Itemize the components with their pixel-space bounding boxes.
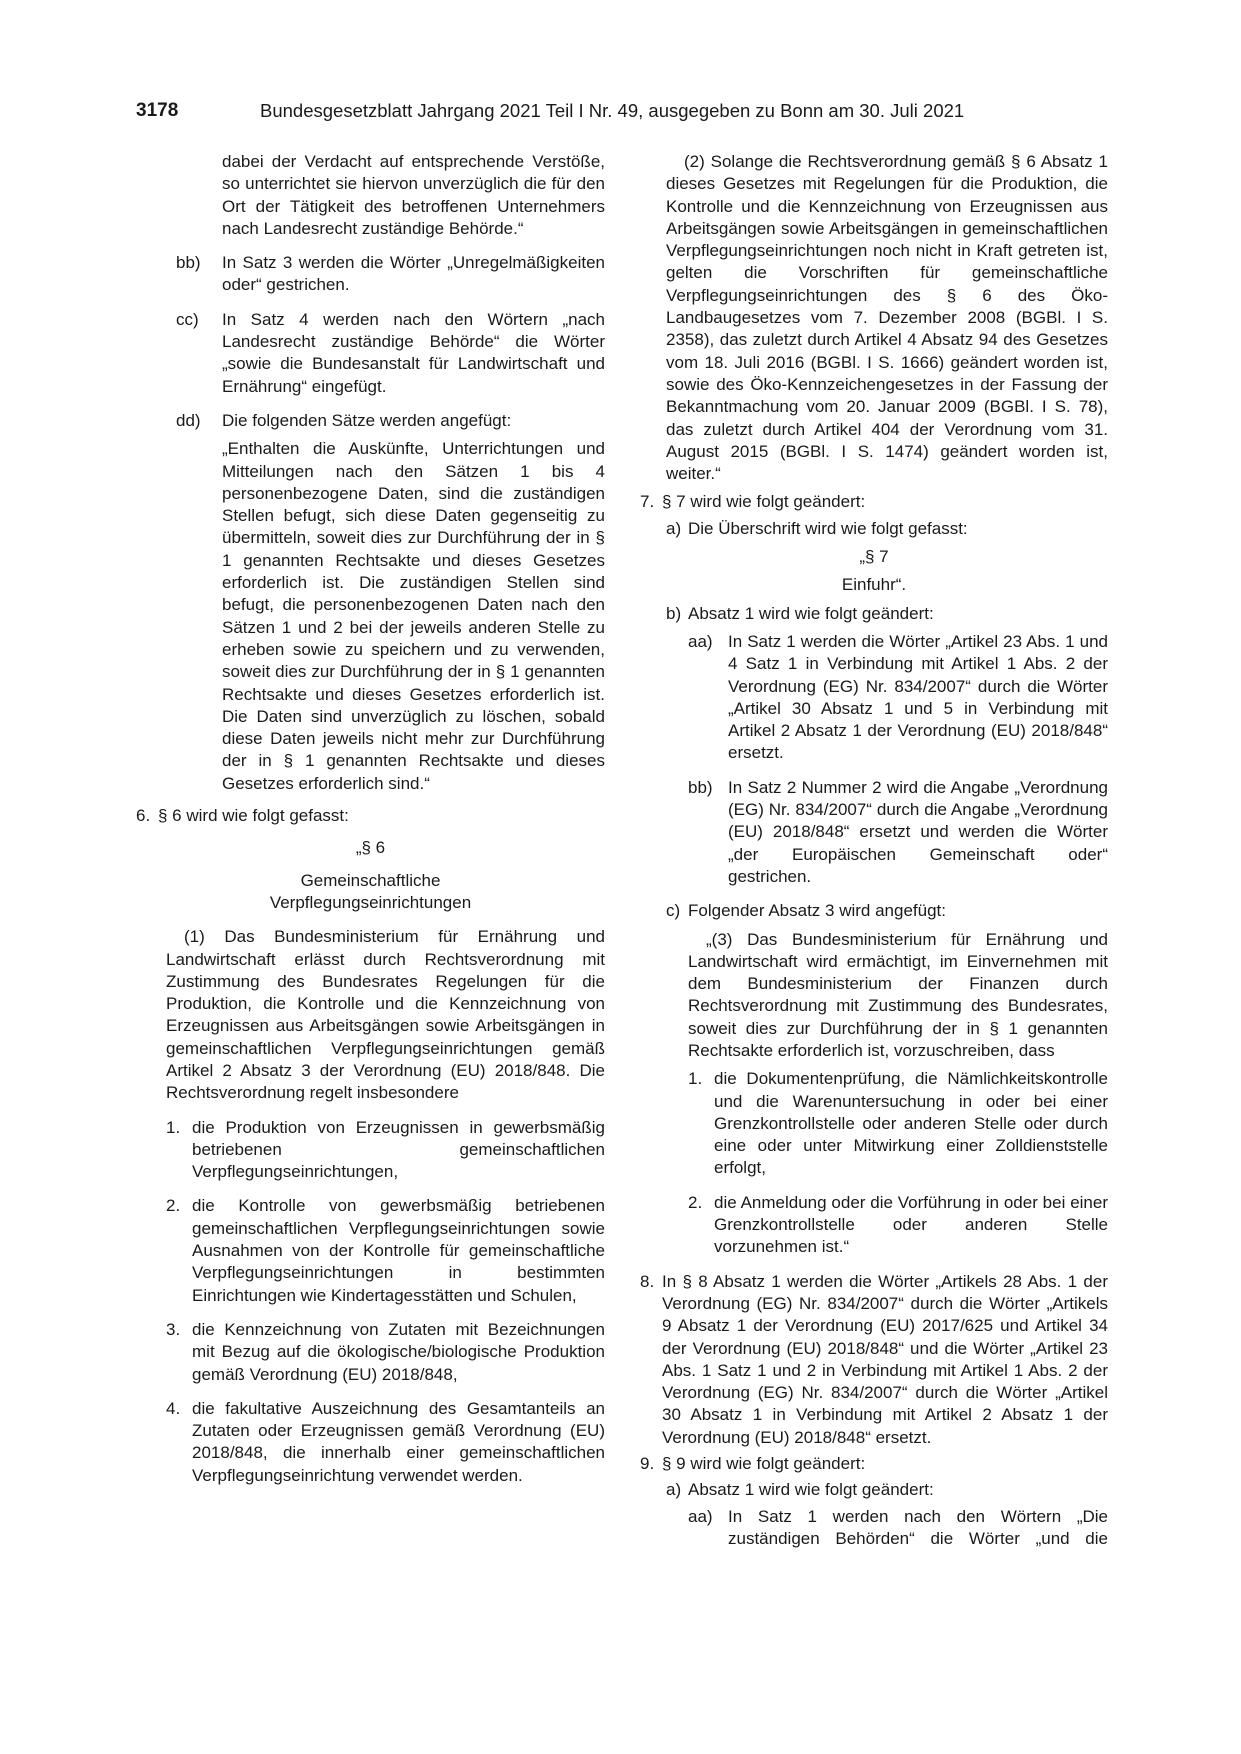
section-title-line: Gemeinschaftliche (300, 870, 441, 890)
list-item (166, 1195, 605, 1306)
paragraph: dabei der Verdacht auf entsprechende Verstöße, so unterrichtet sie hiervon unverzüglich die für den Ort der Tätigkeit des betroffenen Unternehmers nach Landesrecht zuständige Behörde.“ (222, 152, 605, 238)
list-marker: aa) (688, 1506, 713, 1526)
list-marker: dd) (176, 410, 201, 430)
list-text: Die Überschrift wird wie folgt gefasst: (688, 518, 968, 538)
list-item-8 (640, 1271, 1108, 1449)
list-item-aa (688, 1506, 1108, 1551)
list-text: In Satz 1 werden die Wörter „Artikel 23 Abs. 1 und 4 Satz 1 in Verbindung mit Artikel 1 Abs. 2 der Verordnung (EG) Nr. 834/2007“ durch die Wörter „Artikel 30 Absatz 1 und 5 in Verbindung mit Artikel 2 Absatz 1 der Verordnung (EU) 2018/848“ ersetzt. (728, 631, 1108, 763)
list-item-dd (176, 410, 605, 432)
list-marker: bb) (688, 777, 713, 797)
list-text: In Satz 1 werden nach den Wörtern „Die zuständigen Behörden“ die Wörter „und die (728, 1506, 1108, 1548)
list-item-bb (176, 252, 605, 297)
list-marker: 6. (136, 806, 151, 826)
paragraph: (2) Solange die Rechtsverordnung gemäß § 6 Absatz 1 dieses Gesetzes mit Regelungen für die Produktion, die Kontrolle und die Kennzeichnung von Erzeugnissen aus Arbeitsgängen sowie Arbeitsgängen in gemeinschaftlichen Verpflegungseinrichtungen noch nicht in Kraft getreten ist, gelten die Vorschriften für gemeinschaftliche Verpflegungseinrichtungen des § 6 des Öko-Landbaugesetzes vom 7. Dezember 2008 (BGBl. I S. 2358), das zuletzt durch Artikel 4 Absatz 94 des Gesetzes vom 18. Juli 2016 (BGBl. I S. 1666) geändert worden ist, sowie des Öko-Kennzeichengesetzes in der Fassung der Bekanntmachung vom 20. Januar 2009 (BGBl. I S. 78), das zuletzt durch Artikel 404 der Verordnung vom 31. August 2015 (BGBl. I S. 1474) geändert worden ist, weiter.“ (666, 152, 1108, 484)
list-marker: 2. (688, 1192, 703, 1212)
section-number: „§ 7 (859, 547, 889, 567)
list-item (688, 1192, 1108, 1259)
list-item (166, 1398, 605, 1487)
list-item-c (666, 900, 1108, 922)
list-item (688, 1068, 1108, 1179)
list-text: In Satz 3 werden die Wörter „Unregelmäßigkeiten oder“ gestrichen. (222, 253, 605, 295)
list-marker: a) (666, 1480, 682, 1500)
list-marker: 7. (640, 492, 655, 512)
section-title-line: Verpflegungseinrichtungen (269, 892, 472, 912)
numbered-list (166, 1117, 605, 1487)
list-text: § 7 wird wie folgt geändert: (662, 492, 866, 512)
list-marker: aa) (688, 631, 713, 651)
list-text: Folgender Absatz 3 wird angefügt: (688, 901, 946, 921)
list-text: die Kontrolle von gewerbsmäßig betriebenen gemeinschaftlichen Verpflegungseinrichtungen sowie Ausnahmen von der Kontrolle für gemeinschaftliche Verpflegungseinrichtungen in bestimmten Einrichtungen wie Kindertagesstätten und Schulen, (192, 1196, 605, 1305)
gazette-title: Bundesgesetzblatt Jahrgang 2021 Teil I Nr. 49, ausgegeben zu Bonn am 30. Juli 2021 (260, 100, 965, 121)
list-item-cc (176, 309, 605, 398)
list-item-6 (136, 805, 605, 827)
list-text: die Kennzeichnung von Zutaten mit Bezeichnungen mit Bezug auf die ökologische/biologische Produktion gemäß Verordnung (EU) 2018/848, (192, 1319, 605, 1384)
paragraph: (1) Das Bundesministerium für Ernährung und Landwirtschaft erlässt durch Rechtsverordnung mit Zustimmung des Bundesrates Regelungen für die Produktion, die Kontrolle und die Kennzeichnung von Erzeugnissen aus Arbeitsgängen sowie Arbeitsgängen in gemeinschaftlichen Verpflegungseinrichtungen gemäß Artikel 2 Absatz 3 der Verordnung (EU) 2018/848. Die Rechtsverordnung regelt insbesondere (166, 927, 605, 1103)
list-marker: 1. (166, 1117, 181, 1137)
list-marker: 9. (640, 1454, 655, 1474)
list-text: Absatz 1 wird wie folgt geändert: (688, 603, 934, 623)
list-text: die Anmeldung oder die Vorführung in oder bei einer Grenzkontrollstelle oder anderen Stelle vorzunehmen ist.“ (714, 1192, 1108, 1257)
list-text: In Satz 4 werden nach den Wörtern „nach Landesrecht zuständige Behörde“ die Wörter „sowie die Bundesanstalt für Landwirtschaft und Ernährung“ eingefügt. (222, 309, 605, 396)
quoted-amendment: „Enthalten die Auskünfte, Unterrichtungen und Mitteilungen nach den Sätzen 1 bis 4 personenbezogene Daten, sind die zuständigen Stellen befugt, sich diese Daten gegenseitig zu übermitteln, soweit dies zur Durchführung der in § 1 genannten Rechtsakte und dieses Gesetzes erforderlich ist. Die zuständigen Stellen sind befugt, die personenbezogenen Daten nach den Sätzen 1 und 2 bei der jeweils anderen Stelle zu erheben sowie zu speichern und zu verwenden, soweit dies zur Durchführung der in § 1 genannten Rechtsakte und dieses Gesetzes erforderlich ist. Die Daten sind unverzüglich zu löschen, sobald diese Daten jeweils nicht mehr zur Durchführung der in § 1 genannten Rechtsakte und dieses Gesetzes erforderlich sind.“ (222, 439, 605, 793)
list-marker: a) (666, 518, 682, 538)
list-marker: 4. (166, 1398, 181, 1418)
list-text: § 6 wird wie folgt gefasst: (158, 806, 349, 826)
list-item-b (666, 603, 1108, 625)
left-column (136, 151, 605, 1499)
list-text: die Produktion von Erzeugnissen in gewerbsmäßig betriebenen gemeinschaftlichen Verpflegungseinrichtungen, (192, 1117, 605, 1182)
numbered-list (688, 1068, 1108, 1258)
list-marker: b) (666, 603, 682, 623)
list-text: Die folgenden Sätze werden angefügt: (222, 410, 512, 430)
section-number: „§ 6 (355, 838, 386, 858)
page-header (136, 100, 1106, 130)
list-text: § 9 wird wie folgt geändert: (662, 1454, 866, 1474)
list-marker: cc) (176, 309, 199, 329)
list-item (166, 1319, 605, 1386)
list-text: die Dokumentenprüfung, die Nämlichkeitskontrolle und die Warenuntersuchung in oder bei einer Grenzkontrollstelle oder anderen Stelle oder durch eine oder unter Mitwirkung einer Zolldienststelle erfolgt, (714, 1069, 1108, 1178)
list-text: In § 8 Absatz 1 werden die Wörter „Artikels 28 Abs. 1 der Verordnung (EG) Nr. 834/2007“ durch die Wörter „Artikels 9 Absatz 1 der Verordnung (EU) 2017/625 und Artikel 34 der Verordnung (EU) 2018/848“ und die Wörter „Artikel 23 Abs. 1 Satz 1 und 2 in Verbindung mit Artikel 1 Abs. 2 der Verordnung (EG) Nr. 834/2007“ durch die Wörter „Artikel 30 Absatz 1 in Verbindung mit Artikel 2 Absatz 1 der Verordnung (EU) 2018/848“ ersetzt. (662, 1271, 1108, 1447)
list-marker: c) (666, 901, 681, 921)
quoted-amendment: „(3) Das Bundesministerium für Ernährung und Landwirtschaft wird ermächtigt, im Einvernehmen mit dem Bundesministerium der Finanzen durch Rechtsverordnung mit Zustimmung des Bundesrates, soweit dies zur Durchführung der in § 1 genannten Rechtsakte erforderlich ist, vorzuschreiben, dass (688, 929, 1108, 1060)
list-marker: bb) (176, 253, 201, 273)
list-marker: 8. (640, 1271, 655, 1291)
list-item-aa (688, 631, 1108, 765)
list-text: In Satz 2 Nummer 2 wird die Angabe „Verordnung (EG) Nr. 834/2007“ durch die Angabe „Verordnung (EU) 2018/848“ ersetzt und werden die Wörter „der Europäischen Gemeinschaft oder“ gestrichen. (728, 777, 1108, 886)
list-marker: 3. (166, 1319, 181, 1339)
list-item-a (666, 518, 1108, 540)
list-item-9 (640, 1453, 1108, 1475)
list-item (166, 1117, 605, 1184)
list-marker: 1. (688, 1069, 703, 1089)
section-title: Einfuhr“. (841, 575, 907, 595)
list-text: die fakultative Auszeichnung des Gesamtanteils an Zutaten oder Erzeugnissen gemäß Verordnung (EU) 2018/848, die innerhalb einer gemeinschaftlichen Verpflegungseinrichtung verwendet werden. (192, 1398, 605, 1485)
list-item-bb (688, 777, 1108, 888)
list-marker: 2. (166, 1196, 181, 1216)
right-column (640, 151, 1108, 1562)
list-item-a (666, 1479, 1108, 1501)
list-item-7 (640, 491, 1108, 513)
page-number: 3178 (136, 100, 179, 121)
list-text: Absatz 1 wird wie folgt geändert: (688, 1480, 934, 1500)
